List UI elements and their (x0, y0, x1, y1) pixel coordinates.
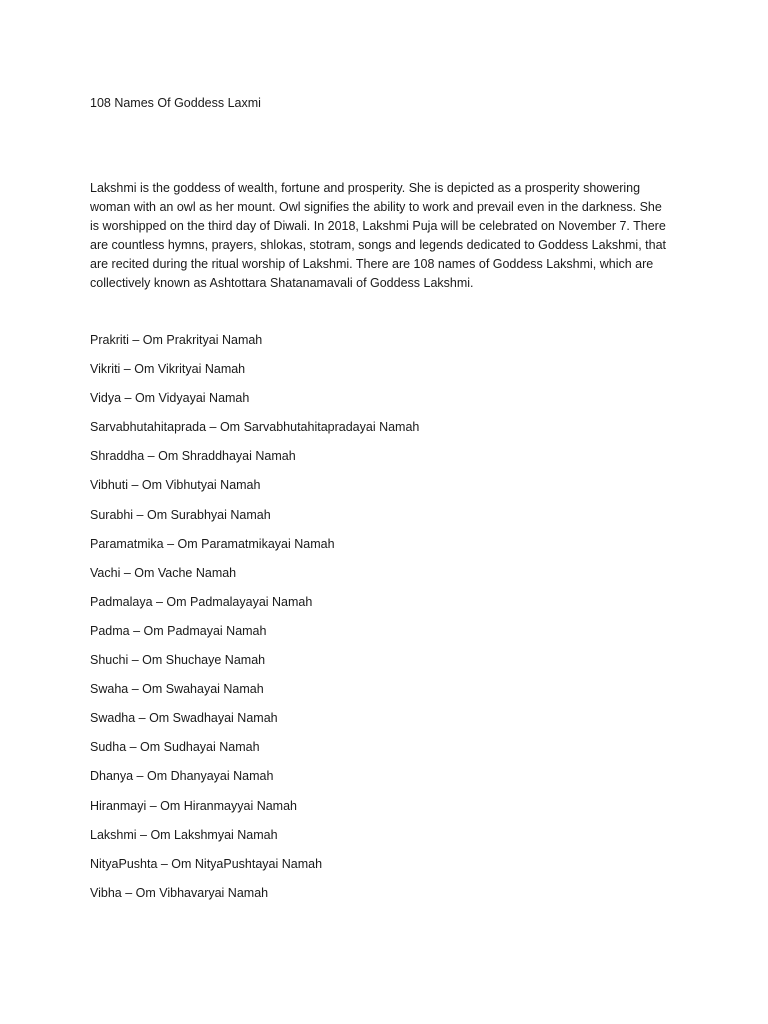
name-list-item: Vibhuti – Om Vibhutyai Namah (90, 478, 261, 493)
name-list-item: Padmalaya – Om Padmalayayai Namah (90, 594, 313, 609)
intro-line: Lakshmi is the goddess of wealth, fortune and prosperity. She is depicted as a prosperity showering (90, 181, 641, 195)
name-list-item: Padma – Om Padmayai Namah (90, 623, 267, 638)
intro-line: is worshipped on the third day of Diwali. In 2018, Lakshmi Puja will be celebrated on November 7. There (90, 219, 666, 233)
name-list-item: Surabhi – Om Surabhyai Namah (90, 507, 271, 522)
name-list-item: Hiranmayi – Om Hiranmayyai Namah (90, 798, 298, 813)
name-list-item: Dhanya – Om Dhanyayai Namah (90, 769, 274, 784)
name-list-item: Vikriti – Om Vikrityai Namah (90, 362, 246, 377)
name-list-item: Sudha – Om Sudhayai Namah (90, 740, 260, 755)
name-list-item: Sarvabhutahitaprada – Om Sarvabhutahitapradayai Namah (90, 420, 420, 435)
name-list-item: Vibha – Om Vibhavaryai Namah (90, 885, 269, 900)
intro-line: collectively known as Ashtottara Shatanamavali of Goddess Lakshmi. (90, 276, 474, 290)
name-list-item: Paramatmika – Om Paramatmikayai Namah (90, 536, 335, 551)
names-list (90, 331, 419, 913)
intro-paragraph (90, 179, 680, 293)
name-list-item: Shuchi – Om Shuchaye Namah (90, 653, 266, 668)
intro-line: are recited during the ritual worship of Lakshmi. There are 108 names of Goddess Lakshmi, which are (90, 257, 654, 271)
name-list-item: Shraddha – Om Shraddhayai Namah (90, 449, 296, 464)
document-title: 108 Names Of Goddess Laxmi (90, 96, 261, 110)
name-list-item: Prakriti – Om Prakrityai Namah (90, 333, 263, 347)
intro-line: woman with an owl as her mount. Owl signifies the ability to work and prevail even in the darkness. She (90, 200, 662, 214)
name-list-item: Vidya – Om Vidyayai Namah (90, 391, 250, 406)
name-list-item: Swaha – Om Swahayai Namah (90, 682, 264, 697)
name-list-item: Lakshmi – Om Lakshmyai Namah (90, 827, 278, 842)
name-list-item: NityaPushta – Om NityaPushtayai Namah (90, 856, 323, 871)
intro-line: are countless hymns, prayers, shlokas, stotram, songs and legends dedicated to Goddess Lakshmi, that (90, 238, 667, 252)
name-list-item: Vachi – Om Vache Namah (90, 565, 237, 580)
name-list-item: Swadha – Om Swadhayai Namah (90, 711, 278, 726)
